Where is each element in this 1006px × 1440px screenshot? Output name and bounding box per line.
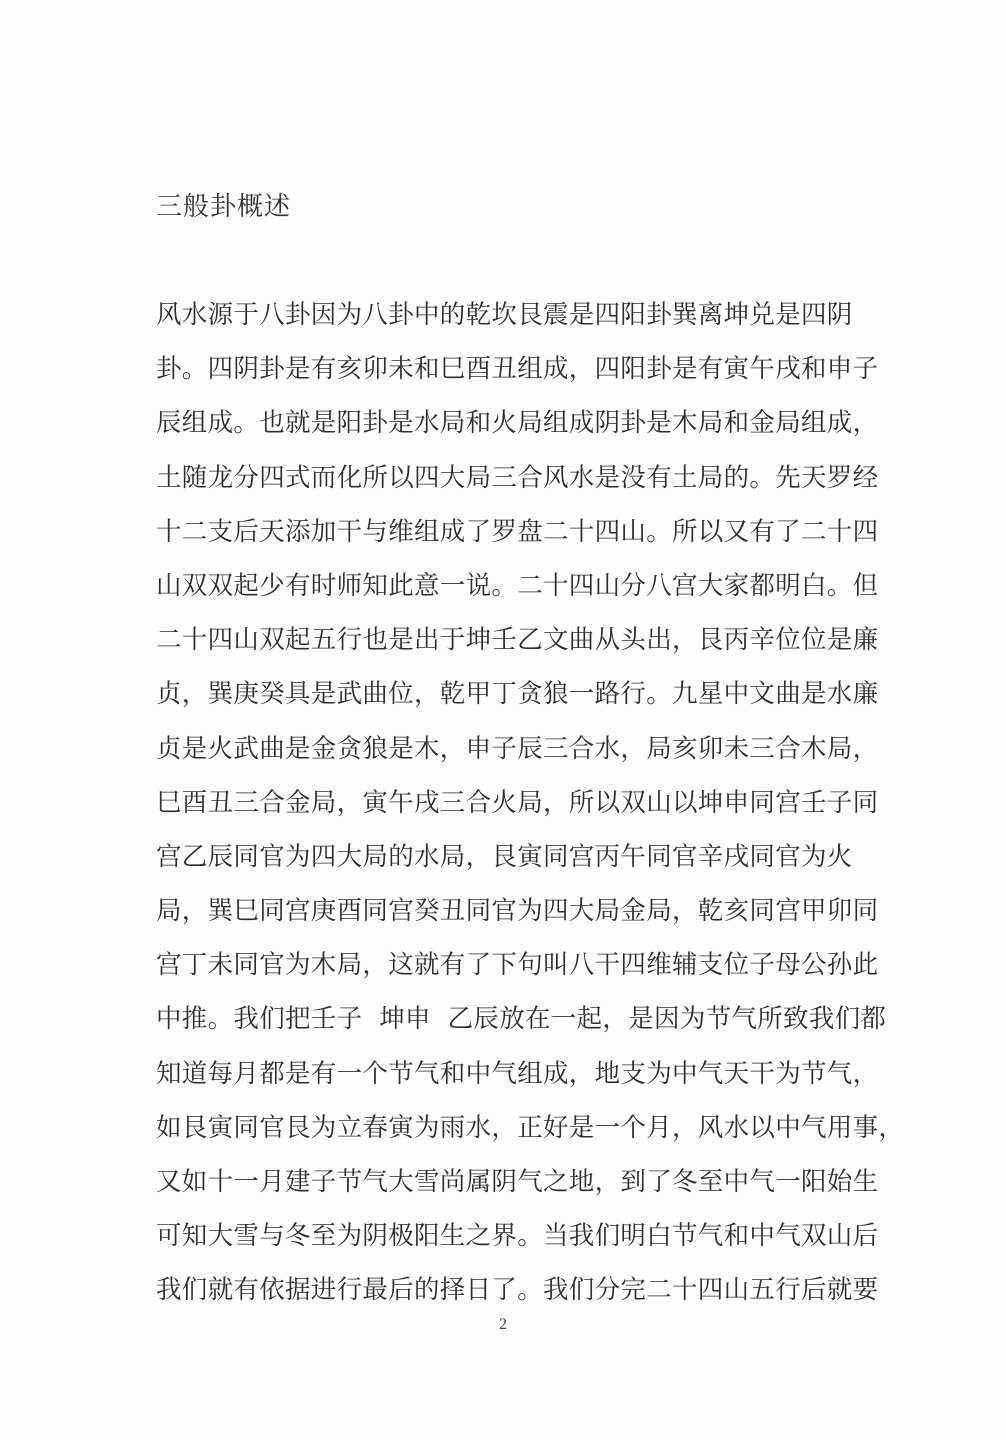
text-line: 卦。四阴卦是有亥卯未和巳酉丑组成，四阳卦是有寅午戌和申子 xyxy=(156,354,879,385)
text-line: 宫乙辰同官为四大局的水局，艮寅同宫丙午同官辛戌同官为火 xyxy=(156,841,853,872)
section-heading: 三般卦概述 xyxy=(156,192,292,222)
text-line: 知道每月都是有一个节气和中气组成，地支为中气天干为节气， xyxy=(156,1058,879,1089)
text-line: 贞，巽庚癸具是武曲位，乾甲丁贪狼一路行。九星中文曲是水廉 xyxy=(156,679,879,710)
text-line: 又如十一月建子节气大雪尚属阴气之地，到了冬至中气一阳始生 xyxy=(156,1167,879,1197)
text-line: 我们就有依据进行最后的择日了。我们分完二十四山五行后就要 xyxy=(156,1275,879,1306)
page-number: 2 xyxy=(499,1316,507,1333)
text-line: 巳酉丑三合金局，寅午戌三合火局，所以双山以坤申同宫壬子同 xyxy=(156,787,879,818)
text-line: 可知大雪与冬至为阴极阳生之界。当我们明白节气和中气双山后 xyxy=(156,1221,879,1252)
body-paragraph xyxy=(156,288,905,1318)
text-line: 山双双起少有时师知此意一说。二十四山分八宫大家都明白。但 xyxy=(156,570,879,601)
text-line: 中推。我们把壬子 坤申 乙辰放在一起，是因为节气所致我们都 xyxy=(156,1004,887,1035)
text-line: 贞是火武曲是金贪狼是木，申子辰三合水，局亥卯未三合木局， xyxy=(156,733,879,764)
text-line: 局，巽巳同宫庚酉同宫癸丑同官为四大局金局，乾亥同宫甲卯同 xyxy=(156,896,879,927)
text-line: 土随龙分四式而化所以四大局三合风水是没有土局的。先天罗经 xyxy=(156,462,879,493)
text-line: 十二支后天添加干与维组成了罗盘二十四山。所以又有了二十四 xyxy=(156,516,879,547)
text-line: 如艮寅同官艮为立春寅为雨水，正好是一个月，风水以中气用事， xyxy=(156,1112,905,1143)
text-line: 辰组成。也就是阳卦是水局和火局组成阴卦是木局和金局组成， xyxy=(156,408,879,439)
text-line: 风水源于八卦因为八卦中的乾坎艮震是四阳卦巽离坤兑是四阴 xyxy=(156,300,853,330)
text-line: 宫丁未同官为木局，这就有了下句叫八干四维辅支位子母公孙此 xyxy=(156,950,879,981)
text-line: 二十四山双起五行也是出于坤壬乙文曲从头出，艮丙辛位位是廉 xyxy=(156,625,879,656)
